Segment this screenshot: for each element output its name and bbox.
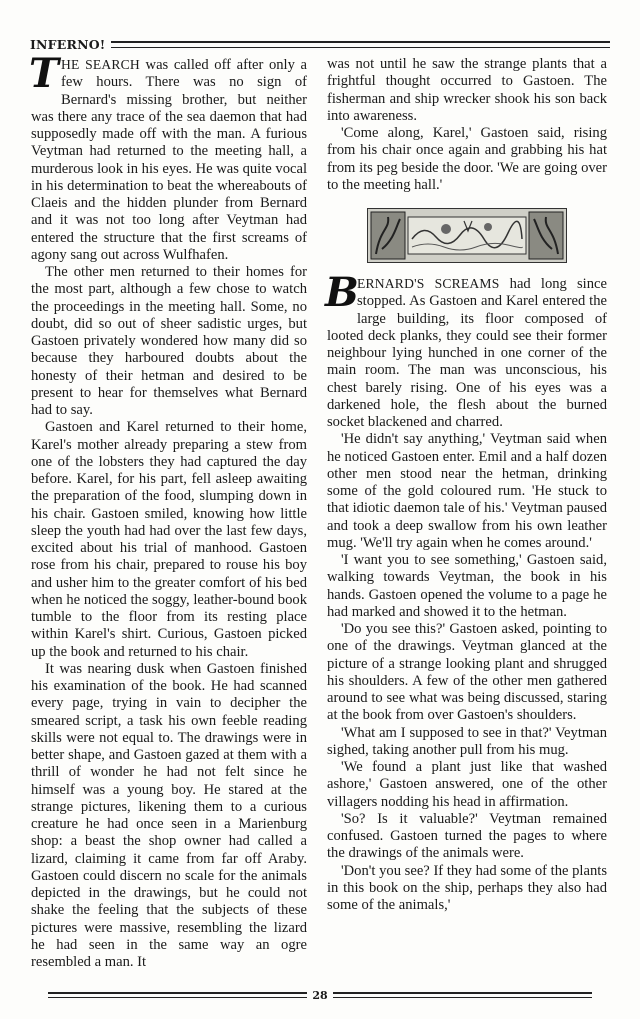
lead-in: HE SEARCH <box>61 57 140 72</box>
drop-cap: T <box>29 50 59 97</box>
right-column <box>327 56 607 914</box>
paragraph: 'Do you see this?' Gastoen asked, pointing to one of the drawings. Veytman glanced at the picture of a strange looking plant and shrugged his shoulders. A few of the other men gathered around to see what was being discussed, staring at the book from over Gastoen's shoulders. <box>327 621 607 724</box>
paragraph: 'We found a plant just like that washed ashore,' Gastoen answered, one of the other villagers nodding his head in affirmation. <box>327 759 607 810</box>
page-footer <box>48 986 592 1004</box>
paragraph <box>29 50 308 264</box>
ornament-image <box>368 209 566 262</box>
footer-rule-right <box>333 992 592 998</box>
paragraph: 'What am I supposed to see in that?' Veytman sighed, taking another pull from his mug. <box>327 724 607 758</box>
page-number: 28 <box>312 988 328 1002</box>
paragraph: 'Don't you see? If they had some of the plants in this book on the ship, perhaps they also had some of the animals,' <box>327 862 607 913</box>
paragraph-text: had long since stopped. As Gastoen and Karel entered the large building, its floor composed of looted deck planks, they could see their former neighbour lying hunched in one corner of the main room. The man was unconscious, his chest barely rising. One of his eyes was a darkened hole, the flesh about the burned socket blackened and charred. <box>327 276 607 430</box>
paragraph: It was nearing dusk when Gastoen finished his examination of the book. He had scanned every page, trying in vain to decipher the smeared script, a task his own feeble reading skills were not equal to. The drawings were in better shape, and Gastoen gazed at them with a thrill of wonder he had not felt since he himself was a young boy. He stared at the strange pictures, likening them to a curious creature he had once seen in a Marienburg shop: a beast the shop owner had called a lizard, claiming it came from far off Araby. Gastoen could discern no scale for the animals depicted in the drawings, but he could not shake the feeling that the subjects of these pictures were massive, resembling the lizard he had seen in the same way an ogre resembled a man. It <box>31 660 307 970</box>
lead-in: ERNARD'S SCREAMS <box>357 276 500 291</box>
paragraph: was not until he saw the strange plants that a frightful thought occurred to Gastoen. The fisherman and ship wrecker shook his son back into awareness. <box>327 56 607 124</box>
paragraph: 'So? Is it valuable?' Veytman remained confused. Gastoen turned the pages to where the drawings of the animals were. <box>327 810 607 862</box>
paragraph: 'He didn't say anything,' Veytman said when he noticed Gastoen enter. Emil and a half dozen other men stood near the hetman, drinking some of the gold coloured rum. 'He stuck to that idiotic daemon tale of his.' Veytman paused and took a deep swallow from his own leather mug. 'We'll try again when he comes around.' <box>327 431 607 551</box>
paragraph: The other men returned to their homes for the most part, although a few chose to watch the proceedings in the meeting hall. Some, no doubt, did so out of sheer sadistic urges, but Gastoen privately wondered how many did so because they harboured doubts about the honesty of their hetman and desired to be present to hear for themselves what Bernard had to say. <box>31 264 307 418</box>
left-column <box>29 50 308 971</box>
decorative-illustration <box>367 208 567 263</box>
header-rule <box>111 41 610 48</box>
paragraph <box>325 269 607 431</box>
paragraph: 'Come along, Karel,' Gastoen said, rising from his chair once again and grabbing his hat from its peg beside the door. 'We are going over to the meeting hall.' <box>327 125 607 193</box>
running-header <box>30 34 610 54</box>
paragraph: Gastoen and Karel returned to their home, Karel's mother already preparing a stew from one of the lobsters they had captured the day before. Karel, for his part, fell asleep awaiting the preparation of the food, slumping down in his chair. Gastoen smiled, knowing how little sleep the youth had had over the last few days, excited about his trial of manhood. Gastoen rose from his chair, prepared to rouse his boy and usher him to the greater comfort of his bed when he noticed the soggy, leather-bound book tumble to the floor from its resting place within Karel's shirt. Curious, Gastoen picked up the book and returned to his chair. <box>31 419 307 660</box>
paragraph: 'I want you to see something,' Gastoen said, walking towards Veytman, the book in his hands. Gastoen opened the volume to a page he had marked and showed it to the hetman. <box>327 552 607 620</box>
footer-rule-left <box>48 992 307 998</box>
paragraph-text: was called off after only a few hours. There was no sign of Bernard's missing brother, but neither was there any trace of the sea daemon that had supposedly made off with the man. A furious Veytman had returned to the meeting hall, a murderous look in his eyes. He was quite vocal in his determination to beat the whereabouts of Claeis and the hidden plunder from Bernard and it was not too long after Veytman had entered the structure that the first screams of agony sang out across Wulfhafen. <box>31 57 308 263</box>
header-title: INFERNO! <box>30 36 106 52</box>
drop-cap: B <box>325 269 359 316</box>
